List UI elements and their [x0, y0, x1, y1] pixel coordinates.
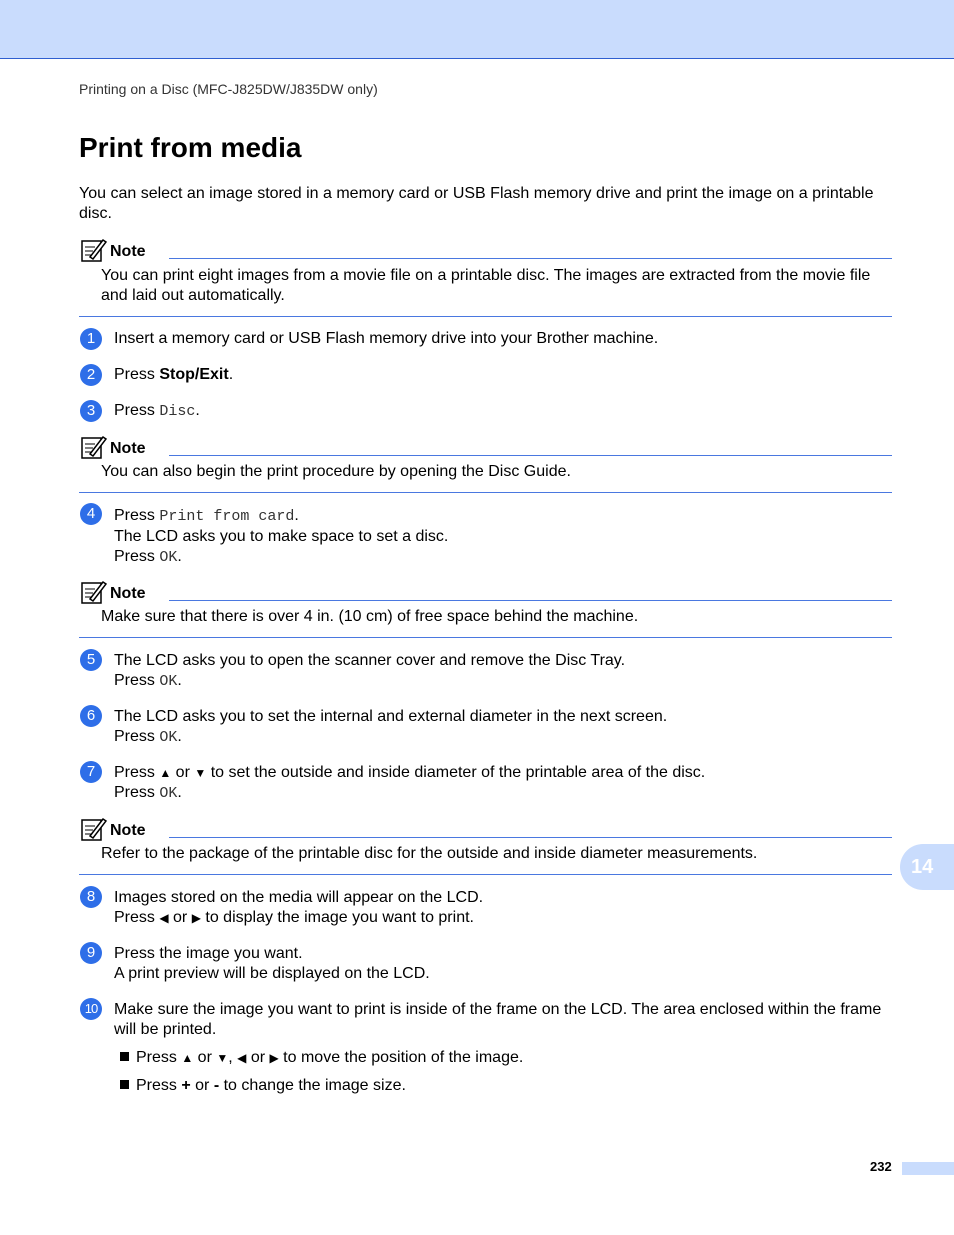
intro-text: You can select an image stored in a memory card or USB Flash memory drive and print the image on a printable disc. [79, 185, 874, 222]
breadcrumb: Printing on a Disc (MFC-J825DW/J835DW only) [79, 81, 378, 97]
page-number: 232 [870, 1159, 892, 1174]
note-rule [169, 455, 892, 456]
bullet-item: Press + or - to change the image size. [120, 1076, 406, 1096]
page-number-bar [902, 1162, 954, 1175]
note-text: You can also begin the print procedure by opening the Disc Guide. [101, 463, 571, 480]
note-header [79, 434, 892, 460]
note-text: Make sure that there is over 4 in. (10 cm) of free space behind the machine. [101, 608, 639, 625]
bullet-square-icon [120, 1052, 129, 1061]
step-text: The LCD asks you to set the internal and external diameter in the next screen. Press OK. [114, 708, 668, 746]
note-pencil-icon [81, 816, 107, 842]
note-label: Note [110, 585, 146, 602]
note-header [79, 579, 892, 605]
step-number: 2 [80, 364, 102, 386]
lcd-text: Disc [159, 403, 196, 420]
note-rule [169, 258, 892, 259]
note-pencil-icon [81, 237, 107, 263]
lcd-text: OK [159, 673, 178, 690]
key-name: + [181, 1077, 191, 1094]
step-number: 10 [80, 998, 102, 1020]
bullet-item: Press ▲ or ▼, ◀ or ▶ to move the position of the image. [120, 1048, 523, 1068]
right-arrow-icon: ▶ [191, 911, 201, 925]
step-text: Press Disc. [114, 402, 200, 420]
note-pencil-icon [81, 434, 107, 460]
left-arrow-icon: ◀ [237, 1051, 247, 1065]
note-text: You can print eight images from a movie file on a printable disc. The images are extracted from the movie file and laid out automatically. [101, 267, 871, 304]
bullet-square-icon [120, 1080, 129, 1089]
lcd-text: Print from card [159, 508, 295, 525]
step-text: Press Stop/Exit. [114, 366, 234, 383]
down-arrow-icon: ▼ [216, 1051, 229, 1065]
note-separator [79, 316, 892, 317]
up-arrow-icon: ▲ [159, 766, 172, 780]
key-name: - [213, 1077, 220, 1094]
note-separator [79, 637, 892, 638]
step-number: 6 [80, 705, 102, 727]
step-number: 9 [80, 942, 102, 964]
step-number: 5 [80, 649, 102, 671]
step-text: The LCD asks you to open the scanner cover and remove the Disc Tray. Press OK. [114, 652, 626, 690]
step-number: 1 [80, 328, 102, 350]
step-text: Press Print from card. The LCD asks you to make space to set a disc. Press OK. [114, 507, 449, 566]
left-arrow-icon: ◀ [159, 911, 169, 925]
step-number: 3 [80, 400, 102, 422]
step-text: Images stored on the media will appear on the LCD. Press ◀ or ▶ to display the image you want to print. [114, 889, 484, 926]
note-separator [79, 492, 892, 493]
step-text: Press the image you want. A print preview will be displayed on the LCD. [114, 945, 430, 982]
lcd-text: OK [159, 729, 178, 746]
lcd-text: OK [159, 549, 178, 566]
note-label: Note [110, 243, 146, 260]
note-header [79, 816, 892, 842]
step-number: 7 [80, 761, 102, 783]
top-band [0, 0, 954, 59]
note-rule [169, 837, 892, 838]
step-text: Press ▲ or ▼ to set the outside and inside diameter of the printable area of the disc. Press OK. [114, 764, 706, 802]
note-label: Note [110, 822, 146, 839]
note-label: Note [110, 440, 146, 457]
step-text: Insert a memory card or USB Flash memory drive into your Brother machine. [114, 330, 659, 347]
step-number: 4 [80, 503, 102, 525]
page-title: Print from media [79, 132, 302, 163]
note-rule [169, 600, 892, 601]
down-arrow-icon: ▼ [194, 766, 207, 780]
up-arrow-icon: ▲ [181, 1051, 194, 1065]
note-header [79, 237, 892, 263]
lcd-text: OK [159, 785, 178, 802]
key-name: Stop/Exit [159, 366, 229, 383]
right-arrow-icon: ▶ [269, 1051, 279, 1065]
step-number: 8 [80, 886, 102, 908]
step-text: Make sure the image you want to print is inside of the frame on the LCD. The area enclosed within the frame will be printed. [114, 1001, 882, 1038]
note-text: Refer to the package of the printable disc for the outside and inside diameter measurements. [101, 845, 758, 862]
note-pencil-icon [81, 579, 107, 605]
note-separator [79, 874, 892, 875]
chapter-tab: 14 [900, 844, 954, 890]
